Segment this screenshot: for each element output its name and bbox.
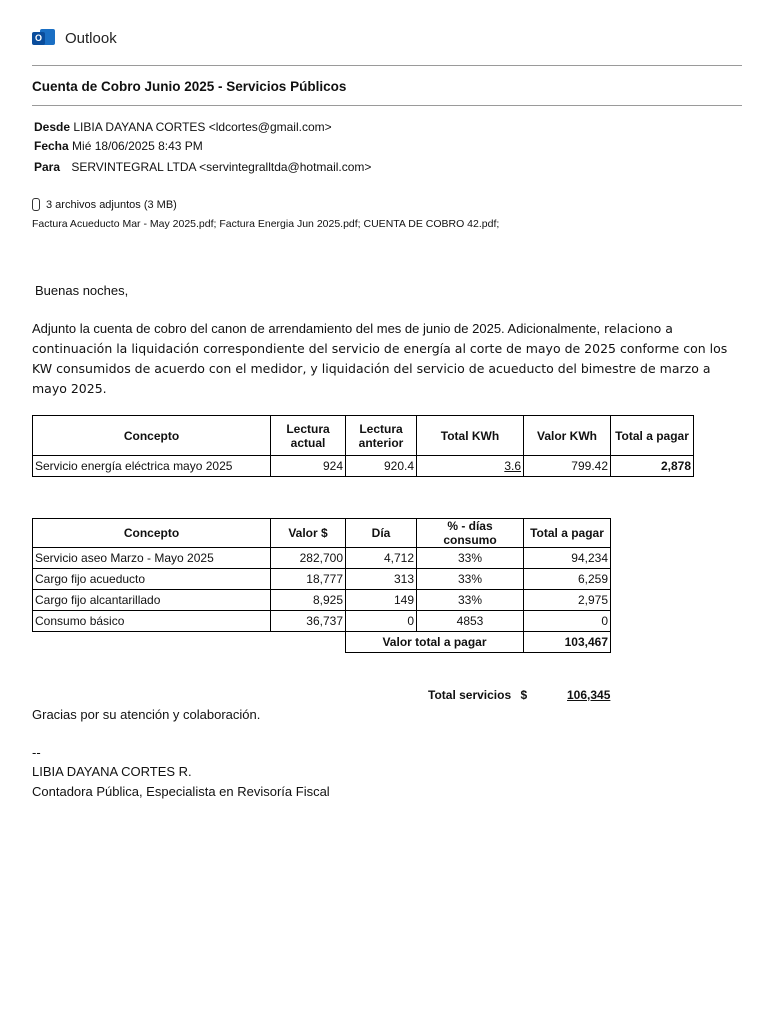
- paperclip-icon: [32, 198, 40, 211]
- table-cell: 0: [346, 611, 417, 632]
- outlook-logo-icon: O: [32, 27, 56, 49]
- header-cell: Concepto: [33, 519, 271, 548]
- thanks-line: Gracias por su atención y colaboración.: [32, 707, 261, 722]
- table-cell: 6,259: [524, 569, 611, 590]
- table-cell: Consumo básico: [33, 611, 271, 632]
- header-cell: Lectura anterior: [346, 416, 417, 456]
- header-cell: Valor $: [271, 519, 346, 548]
- to-row: [34, 160, 371, 174]
- attachments-summary[interactable]: [32, 198, 177, 211]
- signature-name: LIBIA DAYANA CORTES R.: [32, 764, 192, 779]
- table-cell: 282,700: [271, 548, 346, 569]
- greeting: Buenas noches,: [35, 283, 129, 298]
- table-cell: Cargo fijo alcantarillado: [33, 590, 271, 611]
- to-value[interactable]: SERVINTEGRAL LTDA <servintegralltda@hotmail.com>: [71, 160, 372, 174]
- header-cell: Concepto: [33, 416, 271, 456]
- header-cell: Día: [346, 519, 417, 548]
- divider: [32, 105, 742, 106]
- paragraph-rest: relaciono a continuación la liquidación correspondiente del servicio de energía al corte de mayo de 2025 conforme con los KW consumidos de acuerdo con el medidor, y liquidación del servicio de acueducto del bimestre de marzo a mayo 2025.: [32, 321, 728, 396]
- from-row: [34, 120, 332, 134]
- table-cell: 2,878: [611, 456, 694, 477]
- table-row: [33, 590, 611, 611]
- table-header-row: [33, 519, 611, 548]
- table-cell: 924: [271, 456, 346, 477]
- total-services-value: 106,345: [567, 688, 611, 702]
- table-total-row: [33, 632, 611, 653]
- table-cell: 2,975: [524, 590, 611, 611]
- header-cell: Lectura actual: [271, 416, 346, 456]
- header-cell: % - días consumo: [417, 519, 524, 548]
- table-cell: 33%: [417, 569, 524, 590]
- total-services-label: [428, 688, 527, 702]
- table-cell: 33%: [417, 590, 524, 611]
- table-cell: 94,234: [524, 548, 611, 569]
- table-cell: 4,712: [346, 548, 417, 569]
- table-row: [33, 611, 611, 632]
- summary-label: Total servicios: [428, 688, 512, 702]
- table-cell: Servicio aseo Marzo - Mayo 2025: [33, 548, 271, 569]
- from-label: Desde: [34, 120, 71, 134]
- divider: [32, 65, 742, 66]
- table-cell: 313: [346, 569, 417, 590]
- attachments-count: 3 archivos adjuntos (3 MB): [46, 198, 177, 211]
- table-cell: 4853: [417, 611, 524, 632]
- table-row: [33, 456, 694, 477]
- to-label: Para: [34, 160, 61, 174]
- header-cell: Total KWh: [417, 416, 524, 456]
- services-table: [32, 518, 611, 653]
- summary-currency: $: [520, 688, 528, 702]
- table-cell: 149: [346, 590, 417, 611]
- date-row: [34, 139, 203, 153]
- table-cell: 33%: [417, 548, 524, 569]
- attachments-list[interactable]: Factura Acueducto Mar - May 2025.pdf; Factura Energia Jun 2025.pdf; CUENTA DE COBRO 42.pdf;: [32, 218, 500, 230]
- app-header: [32, 26, 117, 50]
- table-cell: 0: [524, 611, 611, 632]
- signature-separator: --: [32, 745, 41, 760]
- table-header-row: [33, 416, 694, 456]
- energy-table: [32, 415, 694, 477]
- table-cell: Servicio energía eléctrica mayo 2025: [33, 456, 271, 477]
- table-cell: 3.6: [417, 456, 524, 477]
- table-cell: 18,777: [271, 569, 346, 590]
- paragraph-lead: Adjunto la cuenta de cobro del canon de arrendamiento del mes de junio de 2025. Adicionalmente,: [32, 321, 601, 336]
- header-cell: Total a pagar: [524, 519, 611, 548]
- header-cell: Total a pagar: [611, 416, 694, 456]
- signature-title: Contadora Pública, Especialista en Revisoría Fiscal: [32, 784, 330, 799]
- table-cell: 920.4: [346, 456, 417, 477]
- from-value[interactable]: LIBIA DAYANA CORTES <ldcortes@gmail.com>: [73, 120, 332, 134]
- table-cell: Cargo fijo acueducto: [33, 569, 271, 590]
- table-row: [33, 569, 611, 590]
- table-cell: 8,925: [271, 590, 346, 611]
- table-row: [33, 548, 611, 569]
- email-subject: Cuenta de Cobro Junio 2025 - Servicios Públicos: [32, 79, 347, 94]
- date-value: Mié 18/06/2025 8:43 PM: [72, 139, 203, 153]
- table-cell: 36,737: [271, 611, 346, 632]
- table-cell: 799.42: [524, 456, 611, 477]
- total-label: Valor total a pagar: [346, 632, 524, 653]
- header-cell: Valor KWh: [524, 416, 611, 456]
- date-label: Fecha: [34, 139, 69, 153]
- body-paragraph: [32, 319, 732, 399]
- total-value: 103,467: [524, 632, 611, 653]
- app-name: Outlook: [65, 29, 117, 47]
